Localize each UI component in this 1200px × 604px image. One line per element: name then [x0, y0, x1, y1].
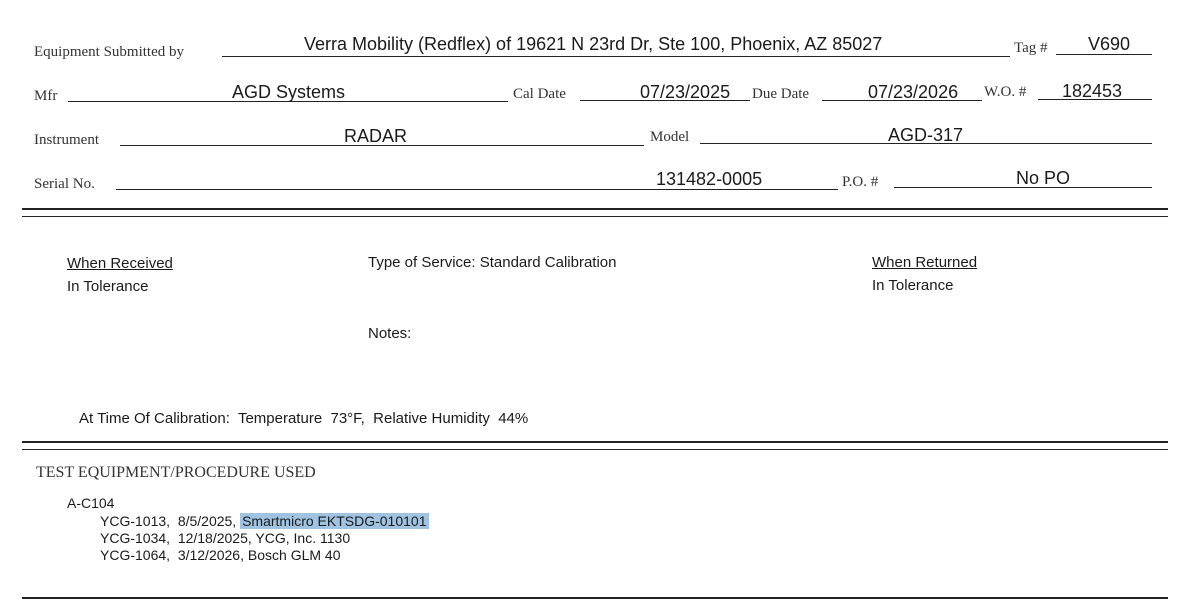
due-date-value: 07/23/2026	[868, 82, 959, 102]
equipment-list	[100, 513, 429, 564]
service-type-value: Standard Calibration	[479, 254, 617, 271]
equipment-item-prefix: YCG-1034, 12/18/2025,	[100, 530, 252, 546]
tag-label: Tag #	[1014, 40, 1048, 56]
service-type	[368, 254, 617, 271]
calibration-conditions: At Time Of Calibration: Temperature 73°F, Relative Humidity 44%	[79, 410, 529, 427]
section-divider-bottom	[22, 597, 1168, 599]
model-value: AGD-317	[888, 125, 964, 145]
cal-date-value: 07/23/2025	[640, 82, 731, 102]
when-received-heading: When Received	[67, 255, 173, 272]
po-label: P.O. #	[842, 174, 879, 190]
section-divider-middle-inner	[22, 449, 1168, 450]
when-returned-heading: When Returned	[872, 254, 978, 271]
po-value: No PO	[1016, 168, 1071, 188]
submitted-by-label: Equipment Submitted by	[34, 44, 184, 60]
submitted-by-value: Verra Mobility (Redflex) of 19621 N 23rd Dr, Ste 100, Phoenix, AZ 85027	[304, 34, 883, 54]
equipment-item	[100, 547, 429, 564]
procedure-code: A-C104	[67, 495, 115, 511]
due-date-label: Due Date	[752, 86, 810, 102]
model-label: Model	[650, 129, 690, 145]
equipment-item-name: Bosch GLM 40	[247, 547, 341, 563]
mfr-label: Mfr	[34, 88, 58, 104]
equipment-item	[100, 530, 429, 547]
instrument-value: RADAR	[344, 126, 408, 146]
mfr-value: AGD Systems	[232, 82, 346, 102]
when-returned-value: In Tolerance	[872, 277, 954, 294]
serial-value: 131482-0005	[656, 169, 763, 189]
section-divider-top-inner	[22, 216, 1168, 217]
section-divider-middle	[22, 441, 1168, 443]
equipment-item-name: YCG, Inc. 1130	[255, 530, 351, 546]
equipment-item-name-highlighted[interactable]: Smartmicro EKTSDG-010101	[242, 513, 427, 529]
equipment-item-prefix: YCG-1013, 8/5/2025,	[100, 513, 237, 529]
wo-value: 182453	[1062, 81, 1123, 101]
equipment-item-prefix: YCG-1064, 3/12/2026,	[100, 547, 244, 563]
wo-label: W.O. #	[984, 84, 1027, 100]
test-equipment-heading: TEST EQUIPMENT/PROCEDURE USED	[36, 464, 316, 481]
serial-label: Serial No.	[34, 176, 95, 192]
notes-label: Notes:	[368, 325, 412, 342]
service-type-label: Type of Service:	[368, 254, 476, 271]
instrument-label: Instrument	[34, 132, 99, 148]
when-received-value: In Tolerance	[67, 278, 149, 295]
tag-value: V690	[1088, 34, 1131, 54]
section-divider-top	[22, 208, 1168, 210]
equipment-item	[100, 513, 429, 530]
cal-date-label: Cal Date	[513, 86, 566, 102]
submitted-by-line	[222, 56, 1010, 57]
